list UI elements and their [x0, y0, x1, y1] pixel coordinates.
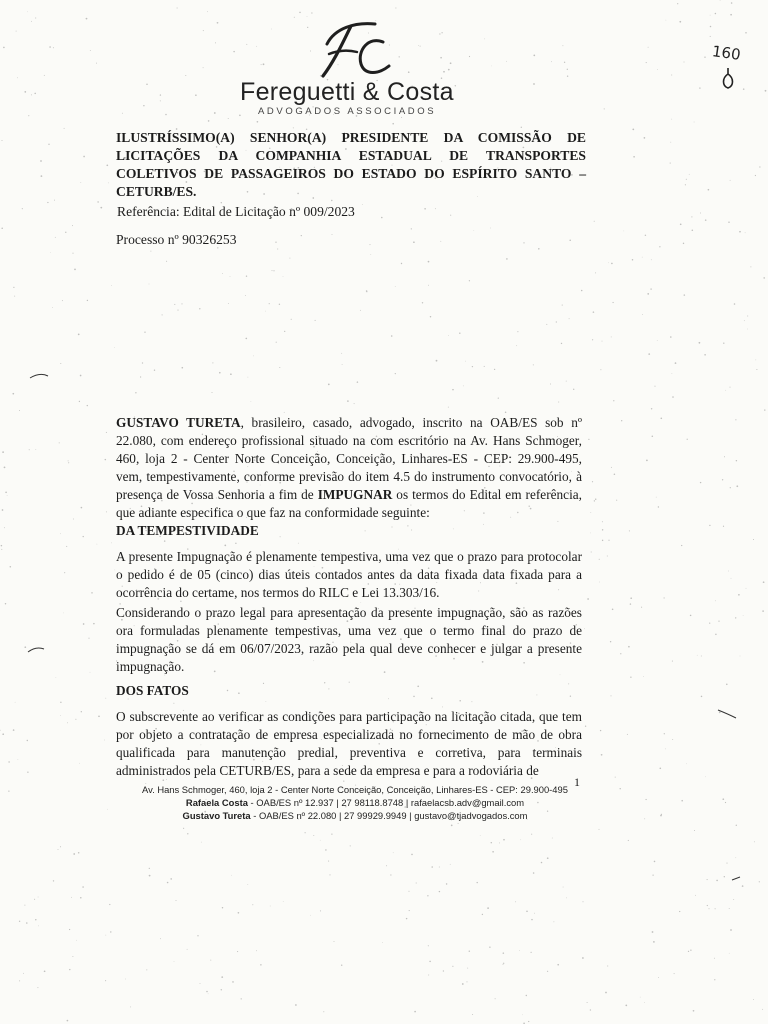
reference-line: Referência: Edital de Licitação nº 009/2023	[117, 204, 355, 219]
addressee-block: ILUSTRÍSSIMO(A) SENHOR(A) PRESIDENTE DA COMISSÃO DE LICITAÇÕES DA COMPANHIA ESTADUAL DE TRANSPORTES COLETIVOS DE PASSAGEIROS DO ESTADO DO ESPÍRITO SANTO –	[116, 130, 586, 181]
firm-monogram-logo	[305, 14, 395, 86]
tempestividade-paragraph-1: A presente Impugnação é plenamente tempestiva, uma vez que o prazo para protocolar o pedido é de 05 (cinco) dias úteis contados antes da data fixada data fixada para a ocorrência do certame, nos termos do RILC e Lei 13.303/16.	[116, 549, 582, 600]
intro-paragraph	[116, 414, 582, 522]
footer-name-gustavo: Gustavo Tureta	[182, 810, 251, 821]
footer-rafaela-details: - OAB/ES nº 12.937 | 27 98118.8748 | rafaelacsb.adv@gmail.com	[247, 797, 525, 808]
addressee-last-line: CETURB/ES.	[116, 184, 197, 199]
petitioner-name: GUSTAVO TURETA	[116, 415, 241, 430]
tempestividade-paragraph-2: Considerando o prazo legal para apresentação da presente impugnação, são as razões ora formuladas plenamente tempestivas, uma vez que o termo final do prazo de impugnação se dá em 06/07/2023, razão pela qual deve conhecer e julgar a presente impugnação.	[116, 605, 582, 674]
stamp-number: 160	[710, 42, 742, 64]
firm-name: Fereguetti & Costa	[240, 78, 454, 106]
footer-gustavo-details: - OAB/ES nº 22.080 | 27 99929.9949 | gustavo@tjadvogados.com	[250, 810, 528, 821]
heading-fatos: DOS FATOS	[116, 683, 189, 698]
intro-text: , brasileiro, casado, advogado, inscrito na OAB/ES sob nº 22.080, com endereço profissional situado na com escritório na Av. Hans Schmoger, 460, loja 2 - Center Norte Conceição, Conceição, Linhares-ES - CEP: 29.900-495, vem, tempestivamente, conforme previsão do item 4.5 do instrumento convocatório, à presença de Vossa Senhoria a fim de	[116, 415, 582, 502]
footer-name-rafaela: Rafaela Costa	[185, 797, 248, 808]
heading-tempestividade: DA TEMPESTIVIDADE	[116, 523, 259, 538]
page-number: 1	[574, 775, 580, 789]
footer-address: Av. Hans Schmoger, 460, loja 2 - Center Norte Conceição, Conceição, Linhares-ES - CEP: 29.900-495	[142, 784, 568, 795]
footer-contact-gustavo	[120, 809, 590, 822]
footer-contact-rafaela	[120, 796, 590, 809]
firm-subtitle: ADVOGADOS ASSOCIADOS	[258, 106, 437, 117]
process-line: Processo nº 90326253	[116, 232, 237, 247]
intro-text-end: os termos do Edital em referência, que adiante especifica o que faz na conformidade seguinte:	[116, 487, 583, 520]
impugnar-emphasis: IMPUGNAR	[317, 487, 393, 502]
fatos-paragraph-1: O subscrevente ao verificar as condições para participação na licitação citada, que tem por objeto a contratação de empresa especializada no fornecimento de mão de obra qualificada para manutenção predial, preventiva e corretiva, para terminais administrados pela CETURB/ES, para a sede da empresa e para a rodoviária de	[116, 709, 582, 778]
